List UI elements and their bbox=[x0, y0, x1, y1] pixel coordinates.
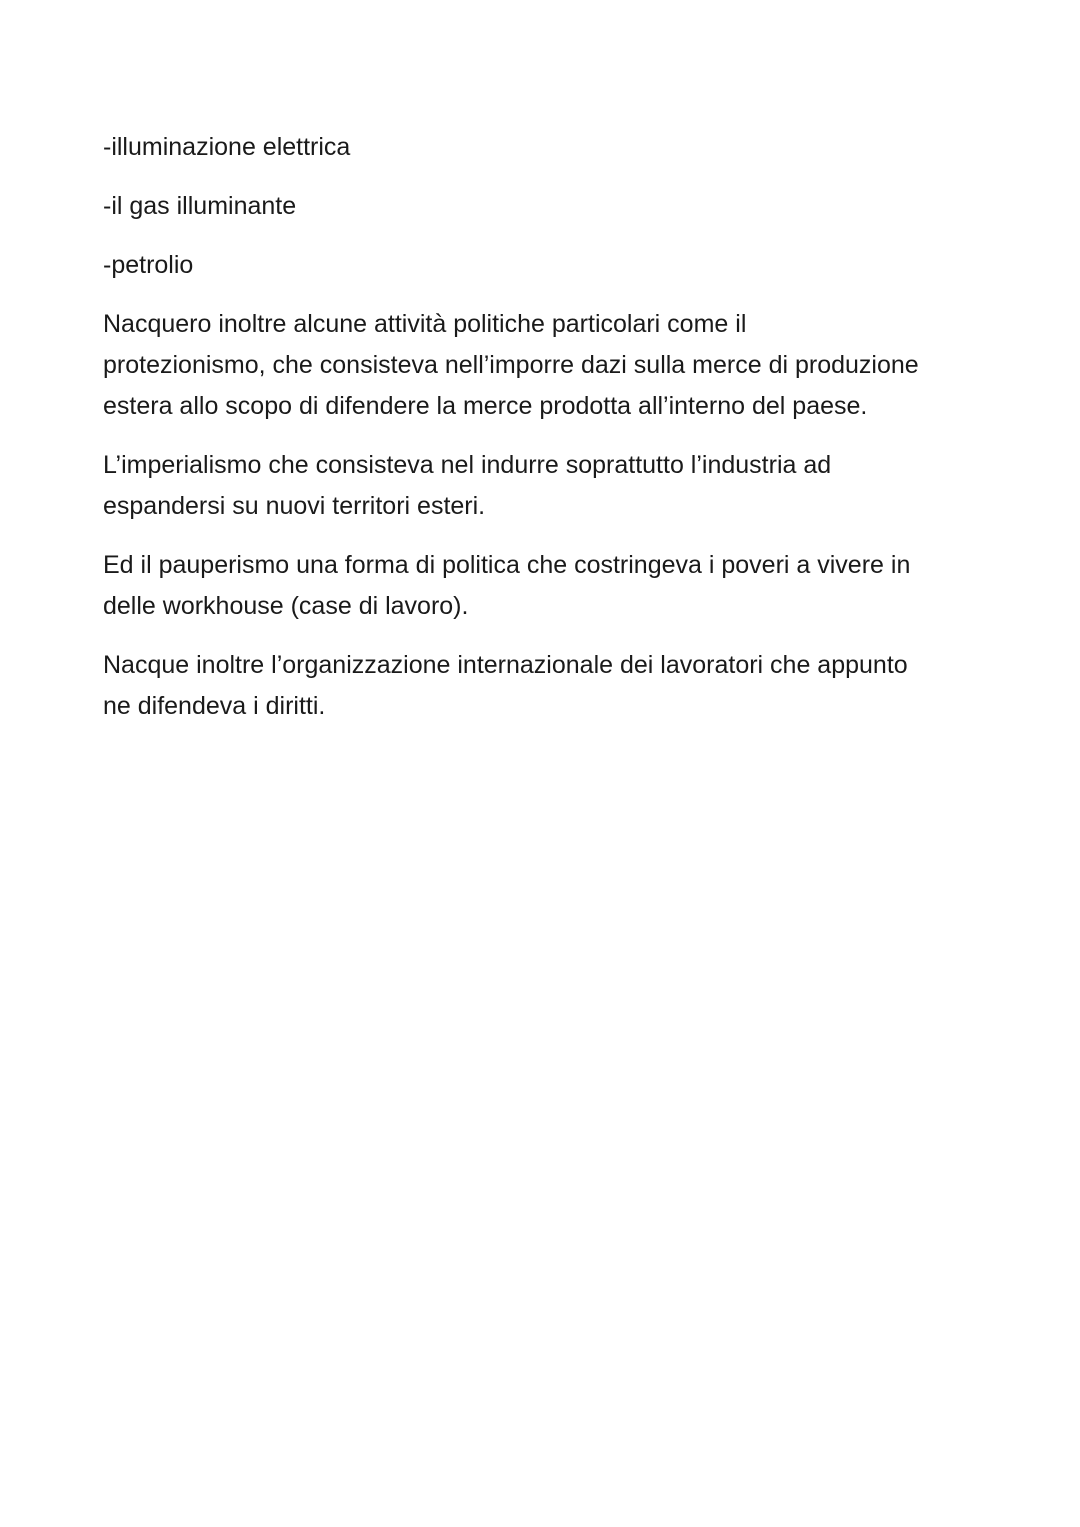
document-body bbox=[103, 127, 1003, 745]
paragraph-line: Ed il pauperismo una forma di politica che costringeva i poveri a vivere in bbox=[103, 551, 911, 579]
paragraph-line: ne difendeva i diritti. bbox=[103, 692, 326, 720]
paragraph-line: espandersi su nuovi territori esteri. bbox=[103, 492, 486, 520]
paragraph-pauperismo bbox=[103, 545, 1003, 627]
paragraph-line: Nacque inoltre l’organizzazione internazionale dei lavoratori che appunto bbox=[103, 651, 908, 679]
paragraph-line: Nacquero inoltre alcune attività politiche particolari come il bbox=[103, 310, 747, 338]
paragraph-protezionismo bbox=[103, 304, 1003, 427]
paragraph-organizzazione bbox=[103, 645, 1003, 727]
paragraph-imperialismo bbox=[103, 445, 1003, 527]
paragraph-line: L’imperialismo che consisteva nel indurre soprattutto l’industria ad bbox=[103, 451, 832, 479]
paragraph-line: delle workhouse (case di lavoro). bbox=[103, 592, 469, 620]
paragraph-line: protezionismo, che consisteva nell’imporre dazi sulla merce di produzione bbox=[103, 351, 919, 379]
paragraph-line: estera allo scopo di difendere la merce prodotta all’interno del paese. bbox=[103, 392, 868, 420]
list-item: -illuminazione elettrica bbox=[103, 133, 351, 161]
list-item: -petrolio bbox=[103, 251, 194, 279]
list-item: -il gas illuminante bbox=[103, 192, 297, 220]
